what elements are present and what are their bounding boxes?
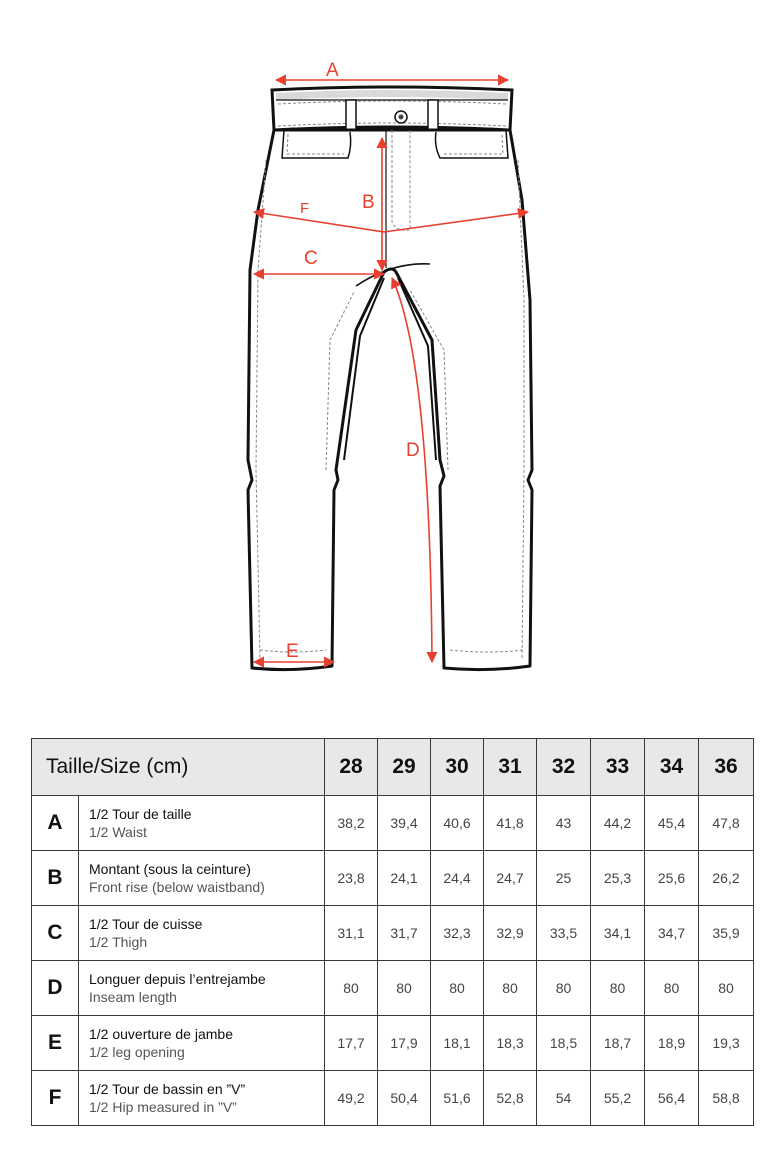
row-description <box>79 796 325 851</box>
value-cell: 25,3 <box>591 851 645 906</box>
size-chart-table <box>31 738 754 1126</box>
value-cell: 45,4 <box>645 796 699 851</box>
description-en: 1/2 Hip measured in ”V” <box>89 1099 237 1115</box>
description-fr: 1/2 ouverture de jambe <box>89 1026 233 1042</box>
table-header-row <box>32 739 754 796</box>
row-description <box>79 1016 325 1071</box>
measure-label-d: D <box>406 440 420 461</box>
value-cell: 80 <box>537 961 591 1016</box>
description-fr: 1/2 Tour de taille <box>89 806 192 822</box>
value-cell: 80 <box>431 961 484 1016</box>
row-letter: B <box>32 851 79 906</box>
value-cell: 80 <box>325 961 378 1016</box>
value-cell: 47,8 <box>699 796 754 851</box>
value-cell: 44,2 <box>591 796 645 851</box>
measure-line-d <box>392 278 432 662</box>
value-cell: 19,3 <box>699 1016 754 1071</box>
jeans-outline <box>248 130 532 670</box>
value-cell: 35,9 <box>699 906 754 961</box>
row-description <box>79 851 325 906</box>
size-header-label: Taille/Size (cm) <box>32 739 325 796</box>
value-cell: 80 <box>645 961 699 1016</box>
value-cell: 17,9 <box>378 1016 431 1071</box>
size-col-33: 33 <box>591 739 645 796</box>
value-cell: 31,7 <box>378 906 431 961</box>
table-row <box>32 1071 754 1126</box>
value-cell: 41,8 <box>484 796 537 851</box>
value-cell: 52,8 <box>484 1071 537 1126</box>
value-cell: 24,7 <box>484 851 537 906</box>
size-col-32: 32 <box>537 739 591 796</box>
value-cell: 40,6 <box>431 796 484 851</box>
value-cell: 50,4 <box>378 1071 431 1126</box>
description-fr: Longuer depuis l’entrejambe <box>89 971 266 987</box>
row-letter: A <box>32 796 79 851</box>
value-cell: 80 <box>378 961 431 1016</box>
value-cell: 17,7 <box>325 1016 378 1071</box>
measure-label-b: B <box>362 192 375 213</box>
value-cell: 32,3 <box>431 906 484 961</box>
measure-label-e: E <box>286 641 299 662</box>
size-col-30: 30 <box>431 739 484 796</box>
value-cell: 55,2 <box>591 1071 645 1126</box>
value-cell: 25,6 <box>645 851 699 906</box>
row-letter: D <box>32 961 79 1016</box>
value-cell: 39,4 <box>378 796 431 851</box>
measure-label-a: A <box>326 60 339 81</box>
row-letter: F <box>32 1071 79 1126</box>
value-cell: 18,1 <box>431 1016 484 1071</box>
value-cell: 34,1 <box>591 906 645 961</box>
description-fr: Montant (sous la ceinture) <box>89 861 251 877</box>
size-col-36: 36 <box>699 739 754 796</box>
description-en: 1/2 Waist <box>89 824 147 840</box>
description-fr: 1/2 Tour de cuisse <box>89 916 203 932</box>
description-en: 1/2 leg opening <box>89 1044 185 1060</box>
table-row <box>32 1016 754 1071</box>
value-cell: 43 <box>537 796 591 851</box>
measure-label-f: F <box>300 200 310 217</box>
row-description <box>79 961 325 1016</box>
value-cell: 33,5 <box>537 906 591 961</box>
size-col-31: 31 <box>484 739 537 796</box>
size-col-34: 34 <box>645 739 699 796</box>
value-cell: 58,8 <box>699 1071 754 1126</box>
size-col-29: 29 <box>378 739 431 796</box>
value-cell: 26,2 <box>699 851 754 906</box>
value-cell: 80 <box>591 961 645 1016</box>
value-cell: 54 <box>537 1071 591 1126</box>
table-row <box>32 851 754 906</box>
description-fr: 1/2 Tour de bassin en ”V” <box>89 1081 246 1097</box>
value-cell: 51,6 <box>431 1071 484 1126</box>
value-cell: 31,1 <box>325 906 378 961</box>
value-cell: 25 <box>537 851 591 906</box>
value-cell: 80 <box>699 961 754 1016</box>
value-cell: 18,5 <box>537 1016 591 1071</box>
description-en: 1/2 Thigh <box>89 934 148 950</box>
row-letter: C <box>32 906 79 961</box>
table-row <box>32 961 754 1016</box>
size-col-28: 28 <box>325 739 378 796</box>
value-cell: 23,8 <box>325 851 378 906</box>
row-description <box>79 906 325 961</box>
value-cell: 24,4 <box>431 851 484 906</box>
table-row <box>32 906 754 961</box>
value-cell: 34,7 <box>645 906 699 961</box>
value-cell: 38,2 <box>325 796 378 851</box>
table-row <box>32 796 754 851</box>
value-cell: 32,9 <box>484 906 537 961</box>
row-description <box>79 1071 325 1126</box>
value-cell: 18,3 <box>484 1016 537 1071</box>
value-cell: 56,4 <box>645 1071 699 1126</box>
measure-label-c: C <box>304 248 318 269</box>
value-cell: 18,7 <box>591 1016 645 1071</box>
description-en: Inseam length <box>89 989 177 1005</box>
value-cell: 80 <box>484 961 537 1016</box>
description-en: Front rise (below waistband) <box>89 879 265 895</box>
value-cell: 49,2 <box>325 1071 378 1126</box>
row-letter: E <box>32 1016 79 1071</box>
value-cell: 24,1 <box>378 851 431 906</box>
value-cell: 18,9 <box>645 1016 699 1071</box>
